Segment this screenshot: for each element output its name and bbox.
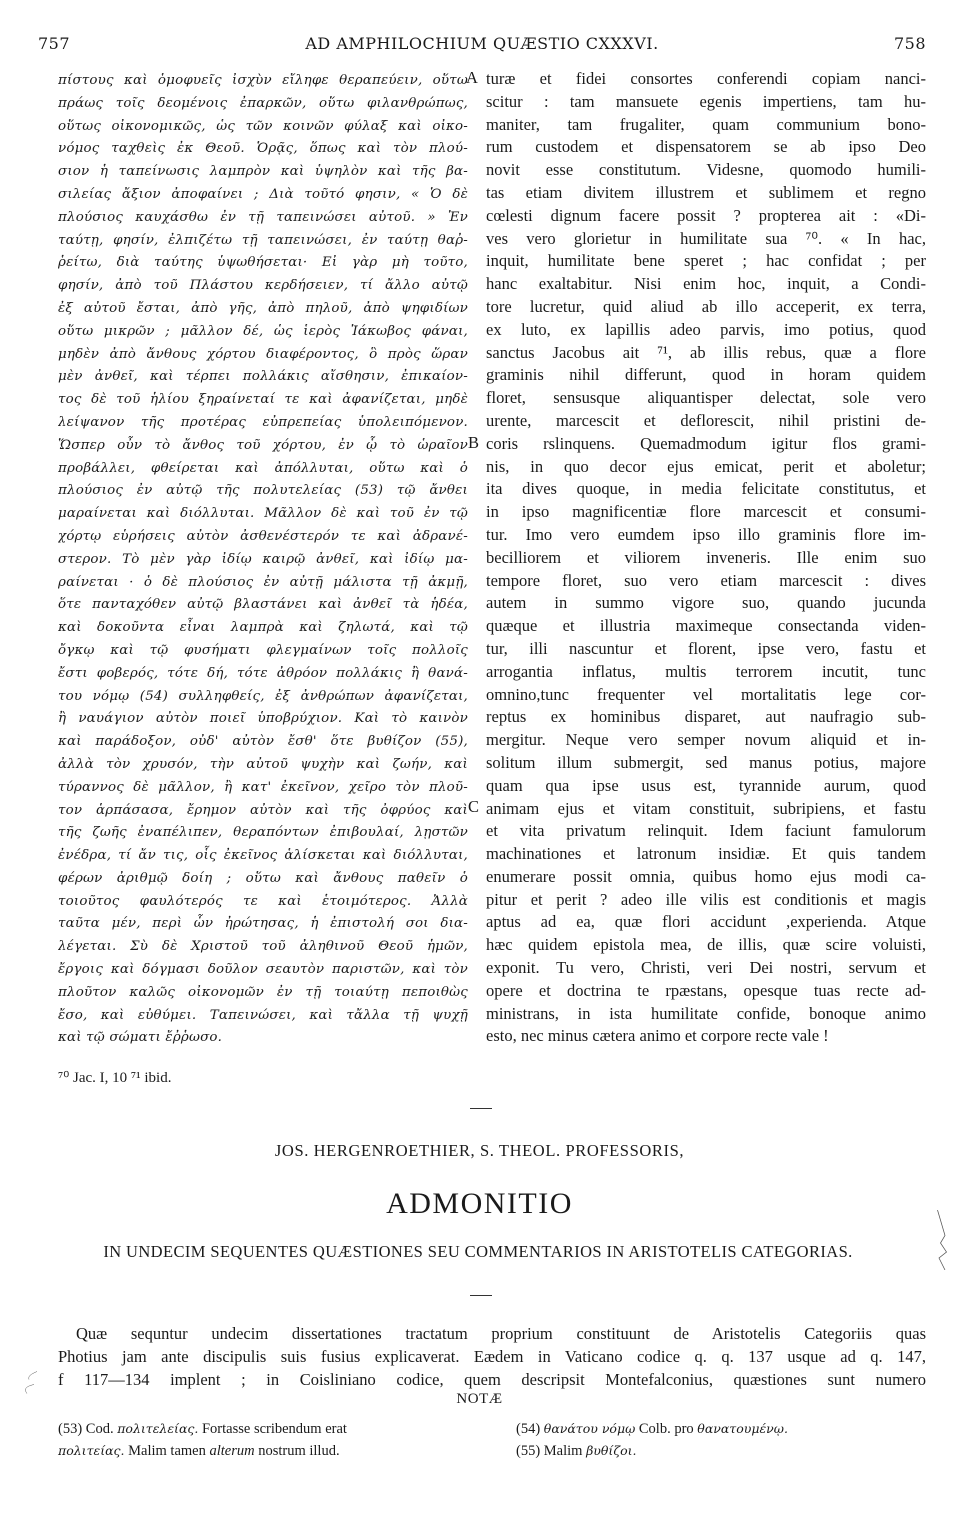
latin-text-line: quam qua ipse usus est, tyrannide aurum, quod <box>486 775 926 795</box>
latin-text-line: tas etiam divitem illustrem et sublimem et regno <box>486 182 926 202</box>
greek-text-line: μηδὲν ἀπὸ ἄνθους χόρτου διαφέροντος, ὃ πρὸς ὥραν <box>58 346 468 362</box>
latin-text-line: reptus ex hominibus disparet, aut naufragio sub- <box>486 707 926 727</box>
greek-text-line: καὶ δοκοῦντα εἶναι λαμπρὰ καὶ ζηλωτά, καὶ τῷ <box>58 620 468 636</box>
latin-text-line: cœlesti dignum facere possit ? propterea ait : «Di- <box>486 205 926 225</box>
latin-text-line: machinationes et latronum insidiæ. Et quis tandem <box>486 844 926 864</box>
margin-scan-mark <box>932 1210 952 1270</box>
intro-text-line: f 117—134 implent ; in Coisliniano codice, quem descripsit Montefalconius, quæstiones sunt numero <box>58 1369 926 1389</box>
section-divider <box>470 1108 492 1109</box>
latin-text-line: quæque et illustria maximeque consectanda viden- <box>486 616 926 636</box>
latin-text-line: esto, nec minus cætera animo et corpore recte vale ! <box>486 1026 829 1046</box>
greek-text-line: λείψανον τῆς προτέρας εὐπρεπείας ὑπολειπόμενον. <box>58 414 468 430</box>
greek-text-line: νόμος ταχθεὶς ἐκ Θεοῦ. Ὁρᾷς, ὅπως καὶ τὸν πλού- <box>58 141 468 157</box>
greek-text-line: χόρτῳ εὑρήσεις αὐτὸν ἀσθενέστερόν τε καὶ ἀδρανέ- <box>58 528 468 544</box>
note-54: (54) θανάτου νόμῳ Colb. pro θανατουμένῳ. <box>516 1421 788 1437</box>
note-53-line-2: πολιτείας. Malim tamen alterum nostrum illud. <box>58 1443 340 1459</box>
greek-text-line: φέρων ἀριθμῷ δοίη ; οὕτω καὶ ἄνθους παθεῖν ὁ <box>58 870 468 886</box>
greek-text-line: πλοῦτον καλῶς οἰκονομῶν ἐν τῇ τοιαύτῃ πεποιθὼς <box>58 984 468 1000</box>
page-number-left: 757 <box>38 34 71 53</box>
greek-text-line: σιλείας ἄξιον ἀποφαίνει ; Διὰ τοῦτό φησιν, « Ὁ δὲ <box>58 186 468 202</box>
greek-text-line: καὶ παράδοξον, οὐδ' αὐτὸν ἔσθ' ὅτε βυθίζον (55), <box>58 734 468 750</box>
greek-text-line: τον ἁρπάσασα, ἔρημον αὐτὸν καὶ τῆς ὀφρύος καὶ <box>58 802 468 818</box>
latin-text-line: urente, marcescit et deflorescit, nihil pristini de- <box>486 410 926 430</box>
latin-text-line: arrogantia inflatus, multis terrorem incutit, tunc <box>486 661 926 681</box>
latin-text-line: rum custodem et dispensatorem se ab ipso Deo <box>486 137 926 157</box>
greek-text-line: λέγεται. Σὺ δὲ Χριστοῦ τοῦ ἀληθινοῦ Θεοῦ ἡμῶν, <box>58 939 468 955</box>
notes-right-column <box>516 1418 926 1462</box>
document-title: ADMONITIO <box>386 1187 573 1220</box>
latin-text-line: turæ et fidei consortes conferendi copiam nanci- <box>486 69 926 88</box>
greek-text-line: καὶ τῷ σώματι ἔῤῥωσο. <box>58 1030 223 1046</box>
latin-text-line: opere et doctrina te rpæstans, opesque tuas recte ad- <box>486 980 926 1000</box>
margin-bracket-mark <box>20 1352 40 1412</box>
greek-text-line: μαραίνεται καὶ διόλλυται. Μᾶλλον δὲ καὶ τοῦ ἐν τῷ <box>58 506 468 522</box>
latin-text-line: enumerare possit omnia, quibus homo ejus modi ca- <box>486 866 926 886</box>
greek-text-line: πλούσιος καυχάσθω ἐν τῇ ταπεινώσει αὐτοῦ. » Ἐν <box>58 209 468 225</box>
greek-text-line: τος δὲ τοῦ ἡλίου ξηραίνεταί τε καὶ ἀφανίζεται, μηδὲ <box>58 392 468 408</box>
latin-text-line: mergitur. Neque vero semper novum aliquid et in- <box>486 730 926 750</box>
latin-text-line: maniter, tam frugaliter, quam communium bono- <box>486 114 926 134</box>
latin-text-line: ita dives quoque, in media felicitate constitutus, et <box>486 479 926 499</box>
greek-text-line: προβάλλει, φθείρεται καὶ ἀπόλλυται, οὕτω καὶ ὁ <box>58 460 468 476</box>
greek-text-line: ὄγκῳ καὶ τῷ φυσήματι φλεγμαίνων τοῖς πολλοῖς <box>58 642 468 658</box>
latin-text-column <box>486 68 926 1048</box>
greek-text-line: πράως τοῖς δεομένοις ἐπαρκῶν, οὕτω φιλανθρώπως, <box>58 95 468 111</box>
greek-text-line: ῥείτω, διὰ ταύτης ὑψωθήσεται· Εἰ γὰρ μὴ τοῦτο, <box>58 255 468 271</box>
greek-text-line: Ὥσπερ οὖν τὸ ἄνθος τοῦ χόρτου, ἐν ᾧ τὸ ὡραῖον <box>58 437 468 453</box>
greek-text-line: του νόμῳ (54) συλληφθείς, ἐξ ἀνθρώπων ἀφανίζεται, <box>58 688 468 704</box>
latin-text-line: pitur et perit ? adeo ille vilis est conditionis et magis <box>486 889 926 909</box>
note-53-line-1: (53) Cod. πολιτελείας. Fortasse scribendum erat <box>58 1421 347 1437</box>
section-marker-a: A <box>466 68 478 87</box>
latin-text-line: exponit. Tu vero, Christi, veri Dei nostri, servum et <box>486 958 926 978</box>
greek-text-line: ἔστι φοβερός, τότε δή, τότε ἀθρόον πολλάκις ἢ θανά- <box>58 665 468 681</box>
latin-text-line: tur. Imo vero eumdem ipso illo graminis flore im- <box>486 524 926 544</box>
latin-text-line: ministrans, in ista humilitate confide, bonoque animo <box>486 1003 926 1023</box>
greek-footnote: ⁷⁰ Jac. I, 10 ⁷¹ ibid. <box>58 1070 172 1086</box>
greek-text-line: τύραννος δὲ μᾶλλον, ἢ κατ' ἐκεῖνον, χεῖρο τὸν πλοῦ- <box>58 779 468 795</box>
greek-text-line: ταύτῃ, φησίν, ἐλπιζέτω τῇ ταπεινώσει, ἐν ταύτῃ θαῤ- <box>58 232 468 248</box>
title-divider <box>470 1295 492 1296</box>
note-55: (55) Malim βυθίζοι. <box>516 1443 637 1459</box>
greek-text-column <box>58 70 468 1050</box>
latin-text-line: floret, sensusque aliquantisper delectat, sole vero <box>486 388 926 408</box>
page-number-right: 758 <box>893 34 926 53</box>
section-marker-c: C <box>468 797 480 816</box>
greek-text-line: τῆς ζωῆς ἐναπέλιπεν, θεραπόντων ἐπιβουλαί, λῃστῶν <box>58 825 468 841</box>
running-head <box>38 34 926 56</box>
running-title: AD AMPHILOCHIUM QUÆSTIO CXXXVI. <box>305 34 659 53</box>
greek-text-line: σιον ἡ ταπείνωσις λαμπρὸν καὶ ὑψηλὸν καὶ τῆς βα- <box>58 164 468 180</box>
latin-text-line: hæc quidem epistola mea, de illis, quæ scire voluisti, <box>486 935 926 955</box>
latin-text-line: in ipso magnificentiæ flore marcescit et consumi- <box>486 502 926 522</box>
latin-text-line: coris rslinquens. Quemadmodum igitur flos grami- <box>486 433 926 453</box>
greek-text-line: ὅτε πανταχόθεν αὐτῷ βλαστάνει καὶ ἀνθεῖ τὰ ἡδέα, <box>58 597 468 613</box>
latin-text-line: ex luto, ex lapillis adeo parvis, imo potius, quod <box>486 319 926 339</box>
greek-text-line: ταῦτα μέν, περὶ ὧν ἠρώτησας, ἡ ἐπιστολή σοι δια- <box>58 916 468 932</box>
latin-text-line: aptus ad ea, quæ flori accidunt ,experienda. Atque <box>486 912 926 932</box>
latin-text-line: hanc exaltabitur. Nisi enim hoc, inquit, a Condi- <box>486 274 926 294</box>
latin-text-line: autem in summo vigore suo, quando jucunda <box>486 593 926 613</box>
latin-text-line: tur, illi nascuntur et florent, ipse vero, fastu et <box>486 638 926 658</box>
latin-text-line: tore lucretur, quid aliud ab illo acceperit, ex terra, <box>486 296 926 316</box>
greek-text-line: ἐξ αὐτοῦ ἔσται, ἀπὸ γῆς, ἀπὸ πηλοῦ, ἀπὸ ψηφιδίων <box>58 300 468 316</box>
notes-left-column <box>58 1418 478 1462</box>
document-subtitle: IN UNDECIM SEQUENTES QUÆSTIONES SEU COMMENTARIOS IN ARISTOTELIS CATEGORIAS. <box>103 1242 853 1261</box>
greek-text-line: ἔργοις καὶ δόγμασι δοῦλον σεαυτὸν παριστῶν, καὶ τὸν <box>58 962 468 978</box>
greek-text-line: οὕτω μικρῶν ; μᾶλλον δέ, ὡς ἱερὸς Ἰάκωβος φάναι, <box>58 323 468 339</box>
latin-text-line: graminis nihil differunt, quod in horam quidem <box>486 365 926 385</box>
greek-text-line: ἔσο, καὶ εὐθύμει. Ταπεινώσει, καὶ τἄλλα τῇ ψυχῇ <box>58 1007 468 1023</box>
greek-text-line: πίστους καὶ ὁμοφυεῖς ἰσχὺν εἴληφε θεραπεύειν, οὕτω <box>58 73 468 88</box>
greek-text-line: τοιοῦτος φαυλότερός τε καὶ ἑτοιμότερος. Ἀλλὰ <box>58 893 468 909</box>
greek-text-line: ἐνέδρα, τί ἄν τις, οἷς ἐκεῖνος ἁλίσκεται καὶ διόλλυται, <box>58 848 468 864</box>
intro-text-line: Photius jam ante discipulis suis fusius explicaverat. Eædem in Vaticano codice q. q. 137 usque ad q. 147, <box>58 1346 926 1366</box>
latin-text-line: omnino,tunc frequenter vel mortalitatis lege cor- <box>486 684 926 704</box>
section-marker-b: B <box>468 433 480 452</box>
greek-text-line: πλούσιος ἐν αὐτῷ τῆς πολυτελείας (53) τῷ ἄνθει <box>58 483 468 499</box>
author-line: JOS. HERGENROETHIER, S. THEOL. PROFESSORIS, <box>274 1141 685 1160</box>
latin-text-line: sanctus Jacobus ait ⁷¹, ab illis rebus, quæ a flore <box>486 342 926 362</box>
greek-text-line: φησίν, ἀπὸ τοῦ Πλάστου κερδήσειεν, τί ἄλλο αὐτῷ <box>58 278 468 294</box>
latin-text-line: inquit, humilitate bene speret ; hac confidat ; per <box>486 251 926 271</box>
greek-text-line: ἀλλὰ τὸν χρυσόν, τὴν αὐτοῦ ψυχὴν καὶ ζωήν, καὶ <box>58 756 468 772</box>
greek-text-line: στερον. Τὸ μὲν γὰρ ἰδίῳ καιρῷ ἀνθεῖ, καὶ ἰδίῳ μα- <box>58 551 468 567</box>
notes-heading: NOTÆ <box>456 1391 503 1407</box>
latin-text-line: scitur : tam mansuete egenis impertiens, tam hu- <box>486 91 926 111</box>
greek-text-line: οὕτως οἰκονομικῶς, ὡς τῶν κοινῶν φύλαξ καὶ οἰκο- <box>58 118 468 134</box>
intro-text-line: Quæ sequntur undecim dissertationes tractatum proprium constituunt de Aristotelis Categoriis quas <box>76 1324 926 1343</box>
greek-text-line: μὲν ἀνθεῖ, καὶ τέρπει πολλάκις αἴσθησιν, ἐπικαίον- <box>58 369 468 385</box>
greek-text-line: ἢ ναυάγιον αὐτὸν ποιεῖ ὑποβρύχιον. Καὶ τὸ καινὸν <box>58 711 468 727</box>
latin-text-line: solitum illum submergit, sed manus potius, majore <box>486 752 926 772</box>
latin-text-line: tempore floret, suo vero etiam marcescit : dives <box>486 570 926 590</box>
greek-text-line: ραίνεται · ὁ δὲ πλούσιος ἐν αὐτῇ μάλιστα τῇ ἀκμῇ, <box>58 574 468 590</box>
latin-text-line: novit esse constitutum. Videsne, quomodo humili- <box>486 160 926 180</box>
latin-text-line: nis, in quo decor ejus emicat, perit et aboletur; <box>486 456 926 476</box>
latin-text-line: becilliorem et viliorem inveneris. Ille enim suo <box>486 547 926 567</box>
latin-text-line: ves vero glorietur in humilitate sua ⁷⁰. « In hac, <box>486 228 926 248</box>
latin-text-line: animam ejus et vitam constituit, subripiens, et fastu <box>486 798 926 818</box>
introduction-paragraph <box>58 1322 926 1390</box>
latin-text-line: et vita privatum relinquit. Idem faciunt famulorum <box>486 821 926 841</box>
